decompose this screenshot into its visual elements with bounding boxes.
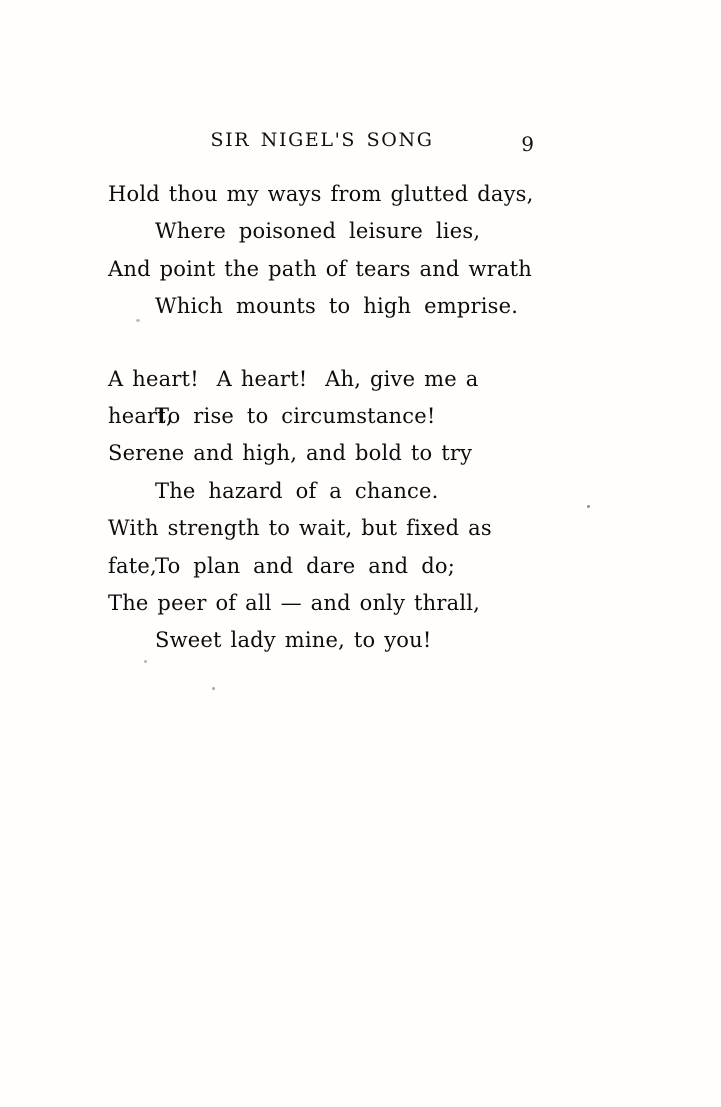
poem-line: To rise to circumstance! [155,403,436,428]
scan-speck [212,687,215,690]
running-header [108,129,536,159]
stanza-1 [108,176,544,326]
page-title: SIR NIGEL'S SONG [210,129,434,151]
poem [108,176,544,660]
scan-speck [136,319,140,322]
poem-line: Hold thou my ways from glutted days, [108,182,534,206]
poem-line: And point the path of tears and wrath [108,256,532,281]
poem-line: Where poisoned leisure lies, [155,219,481,244]
poem-line: To plan and dare and do; [155,553,455,578]
poem-line: With strength to wait, but fixed as fate, [108,516,501,578]
poem-line: A heart! A heart! Ah, give me a heart, [108,366,488,428]
stanza-2 [108,361,544,660]
poem-line: Serene and high, and bold to try [108,441,473,466]
scan-speck [144,660,147,663]
poem-line: Which mounts to high emprise. [155,294,519,319]
page-number: 9 [521,132,534,156]
poem-line: The hazard of a chance. [155,478,439,503]
poem-line: Sweet lady mine, to you! [155,628,432,653]
scan-speck [587,505,590,508]
poem-line: The peer of all — and only thrall, [108,590,481,615]
